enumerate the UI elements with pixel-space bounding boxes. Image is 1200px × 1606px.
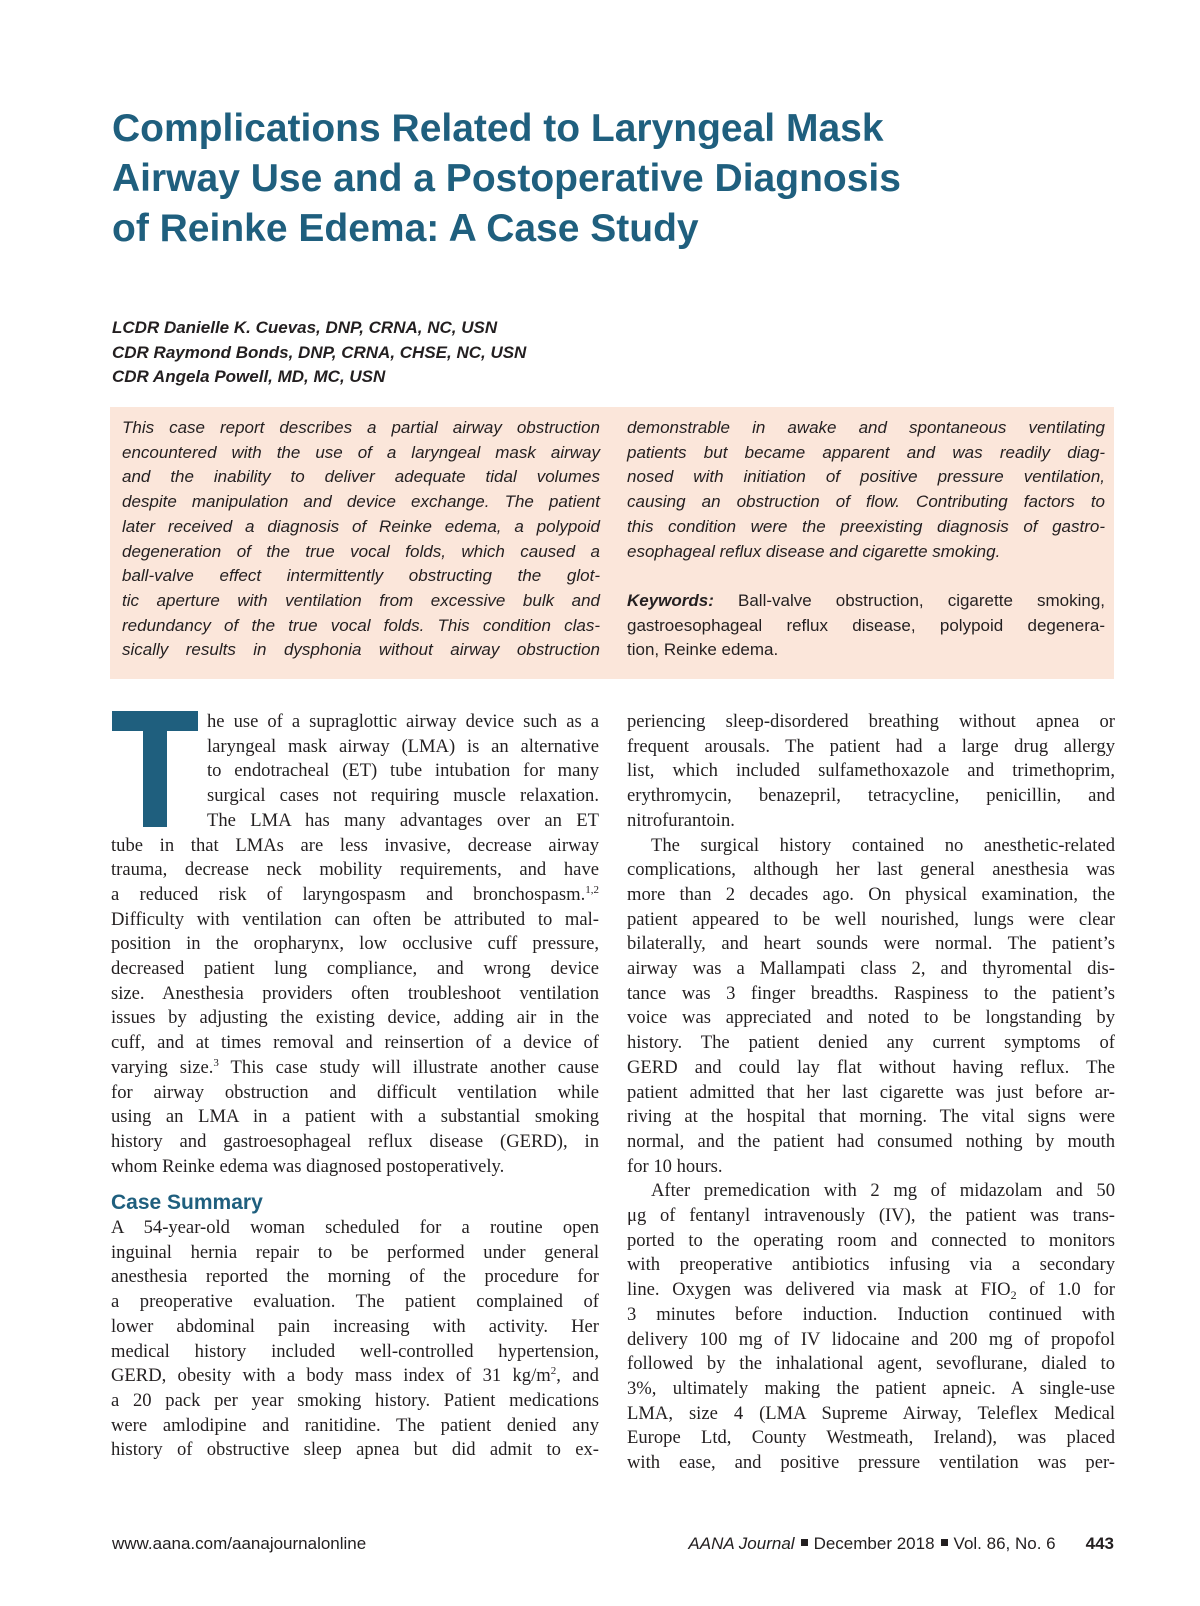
article-title	[112, 104, 1072, 254]
square-bullet-icon	[941, 1539, 948, 1546]
body-line: ported to the operating room and connected to monitors	[627, 1229, 1115, 1251]
body-line: periencing sleep-disordered breathing without apnea or	[627, 711, 1115, 732]
body-line: line. Oxygen was delivered via mask at FIO	[627, 1279, 1011, 1301]
body-line: for 10 hours.	[627, 1155, 723, 1177]
abstract-right-column	[627, 416, 1105, 663]
abstract-line: demonstrable in awake and spontaneous ventilating	[627, 418, 1105, 437]
body-line: laryngeal mask airway (LMA) is an alternative	[207, 735, 599, 757]
body-line: airway was a Mallampati class 2, and thyromental dis-	[627, 958, 1115, 980]
body-line: list, which included sulfamethoxazole and trimethoprim,	[627, 760, 1115, 782]
author: CDR Angela Powell, MD, MC, USN	[112, 367, 386, 386]
body-line: position in the oropharynx, low occlusive cuff pressure,	[111, 933, 599, 955]
body-line: GERD and could lay flat without having reflux. The	[627, 1056, 1115, 1078]
abstract-line: and the inability to deliver adequate tidal volumes	[122, 467, 600, 487]
body-line: surgical cases not requiring muscle relaxation.	[207, 785, 599, 807]
body-line: cuff, and at times removal and reinsertion of a device of	[111, 1032, 599, 1054]
body-line: a reduced risk of laryngospasm and bronchospasm.	[111, 883, 586, 905]
journal-url-link[interactable]: www.aana.com/aanajournalonline	[112, 1534, 367, 1553]
keywords-line: Ball-valve obstruction, cigarette smoking,	[738, 590, 1105, 610]
body-line: with ease, and positive pressure ventilation was per-	[627, 1452, 1115, 1474]
keywords-line: gastroesophageal reflux disease, polypoid degenera-	[627, 615, 1105, 635]
body-line: decreased patient lung compliance, and wrong device	[111, 958, 599, 980]
abstract-left-column	[122, 416, 600, 663]
page-footer	[0, 1534, 1200, 1558]
abstract-line: This case report describes a partial airway obstruction	[122, 418, 600, 437]
body-line: delivery 100 mg of IV lidocaine and 200 mg of propofol	[627, 1328, 1115, 1350]
body-line: history and gastroesophageal reflux disease (GERD), in	[111, 1130, 599, 1152]
body-line: were amlodipine and ranitidine. The patient denied any	[111, 1414, 599, 1436]
author-list	[112, 316, 526, 390]
page-number: 443	[1085, 1534, 1114, 1553]
body-line: The surgical history contained no anesthetic-related	[651, 834, 1115, 856]
body-line: bilaterally, and heart sounds were normal. The patient’s	[627, 933, 1115, 955]
superscript: 2	[550, 1365, 557, 1378]
journal-name: AANA Journal	[688, 1534, 795, 1553]
abstract-line: esophageal reflux disease and cigarette smoking.	[627, 541, 1001, 561]
abstract-line: patients but became apparent and was readily diag-	[627, 442, 1105, 462]
abstract-line: encountered with the use of a laryngeal mask airway	[122, 442, 600, 462]
body-line: normal, and the patient had consumed nothing by mouth	[627, 1130, 1115, 1152]
body-line: varying size.	[111, 1056, 214, 1078]
title-line: Airway Use and a Postoperative Diagnosis	[112, 157, 901, 200]
body-line: complications, although her last general anesthesia was	[627, 859, 1115, 881]
abstract-line: later received a diagnosis of Reinke edema, a polypoid	[122, 516, 600, 536]
body-line: tube in that LMAs are less invasive, decrease airway	[111, 834, 599, 856]
body-line: history. The patient denied any current symptoms of	[627, 1032, 1115, 1054]
body-line-tail: of 1.0 for	[1016, 1279, 1115, 1301]
body-right-column	[627, 710, 1115, 1476]
keywords	[627, 589, 1105, 663]
body-line: using an LMA in a patient with a substantial smoking	[111, 1106, 599, 1128]
body-line: The LMA has many advantages over an ET	[207, 809, 599, 831]
section-heading-case-summary: Case Summary	[111, 1191, 263, 1215]
body-line: issues by adjusting the existing device, adding air in the	[111, 1007, 599, 1029]
body-line: μg of fentanyl intravenously (IV), the patient was trans-	[627, 1205, 1115, 1227]
body-line: lower abdominal pain increasing with activity. Her	[111, 1315, 599, 1337]
body-left-column	[111, 710, 599, 1463]
body-line: After premedication with 2 mg of midazolam and 50	[651, 1180, 1115, 1202]
body-line: history of obstructive sleep apnea but did admit to ex-	[111, 1439, 599, 1461]
body-line: with preoperative antibiotics infusing via a secondary	[627, 1254, 1115, 1276]
body-line: a 20 pack per year smoking history. Patient medications	[111, 1389, 599, 1411]
body-line: for airway obstruction and difficult ventilation while	[111, 1081, 599, 1103]
author: CDR Raymond Bonds, DNP, CRNA, CHSE, NC, USN	[112, 342, 527, 362]
reference-marker: 3	[213, 1056, 219, 1069]
body-line: Difficulty with ventilation can often be attributed to mal-	[111, 908, 599, 930]
reference-marker: 1,2	[585, 883, 599, 896]
body-line: patient appeared to be well nourished, lungs were clear	[627, 908, 1115, 930]
body-line: anesthesia reported the morning of the procedure for	[111, 1266, 599, 1288]
title-line: Complications Related to Laryngeal Mask	[112, 107, 884, 150]
body-line: inguinal hernia repair to be performed under general	[111, 1241, 599, 1263]
body-line: LMA, size 4 (LMA Supreme Airway, Teleflex Medical	[627, 1402, 1115, 1424]
body-line: to endotracheal (ET) tube intubation for many	[207, 760, 599, 782]
journal-citation	[688, 1534, 1114, 1554]
body-line-tail: , and	[556, 1365, 599, 1387]
body-line: Europe Ltd, County Westmeath, Ireland), was placed	[627, 1427, 1115, 1449]
body-line: A 54-year-old woman scheduled for a routine open	[111, 1217, 599, 1239]
body-line: erythromycin, benazepril, tetracycline, penicillin, and	[627, 785, 1115, 807]
title-line: of Reinke Edema: A Case Study	[112, 207, 699, 250]
body-line: 3%, ultimately making the patient apneic. A single-use	[627, 1377, 1115, 1399]
body-line: followed by the inhalational agent, sevoflurane, dialed to	[627, 1353, 1115, 1375]
body-line: tance was 3 finger breadths. Raspiness to the patient’s	[627, 982, 1115, 1004]
author: LCDR Danielle K. Cuevas, DNP, CRNA, NC, USN	[112, 318, 498, 337]
body-line: riving at the hospital that morning. The vital signs were	[627, 1106, 1115, 1128]
abstract-line: causing an obstruction of flow. Contributing factors to	[627, 492, 1105, 512]
body-line: a preoperative evaluation. The patient complained of	[111, 1291, 599, 1313]
abstract-line: sically results in dysphonia without airway obstruction	[122, 640, 600, 660]
keywords-line: tion, Reinke edema.	[627, 640, 779, 660]
body-line: medical history included well-controlled hypertension,	[111, 1340, 599, 1362]
abstract-line: ball-valve effect intermittently obstructing the glot-	[122, 566, 600, 586]
body-line: more than 2 decades ago. On physical examination, the	[627, 883, 1115, 905]
body-line: GERD, obesity with a body mass index of 31 kg/m	[111, 1365, 551, 1387]
body-line: 3 minutes before induction. Induction continued with	[627, 1303, 1115, 1325]
abstract-line: tic aperture with ventilation from excessive bulk and	[122, 590, 600, 610]
volume-issue: Vol. 86, No. 6	[953, 1534, 1056, 1553]
subscript: 2	[1010, 1288, 1017, 1303]
abstract-line: this condition were the preexisting diagnosis of gastro-	[627, 516, 1105, 536]
issue-date: December 2018	[813, 1534, 935, 1553]
body-line-tail: This case study will illustrate another cause	[218, 1056, 599, 1078]
body-line: trauma, decrease neck mobility requirements, and have	[111, 859, 599, 881]
body-line: frequent arousals. The patient had a large drug allergy	[627, 735, 1115, 757]
abstract-line: despite manipulation and device exchange. The patient	[122, 492, 600, 512]
body-line: patient admitted that her last cigarette was just before ar-	[627, 1081, 1115, 1103]
abstract-line: redundancy of the true vocal folds. This condition clas-	[122, 615, 600, 635]
abstract-line: degeneration of the true vocal folds, which caused a	[122, 541, 600, 561]
keywords-label: Keywords:	[627, 590, 714, 610]
body-line: size. Anesthesia providers often troubleshoot ventilation	[111, 982, 599, 1004]
body-line: he use of a supraglottic airway device such as a	[207, 711, 599, 732]
body-line: whom Reinke edema was diagnosed postoperatively.	[111, 1155, 505, 1177]
body-line: voice was appreciated and noted to be longstanding by	[627, 1007, 1115, 1029]
square-bullet-icon	[801, 1539, 808, 1546]
body-line: nitrofurantoin.	[627, 809, 735, 831]
abstract-line: nosed with initiation of positive pressure ventilation,	[627, 467, 1105, 487]
